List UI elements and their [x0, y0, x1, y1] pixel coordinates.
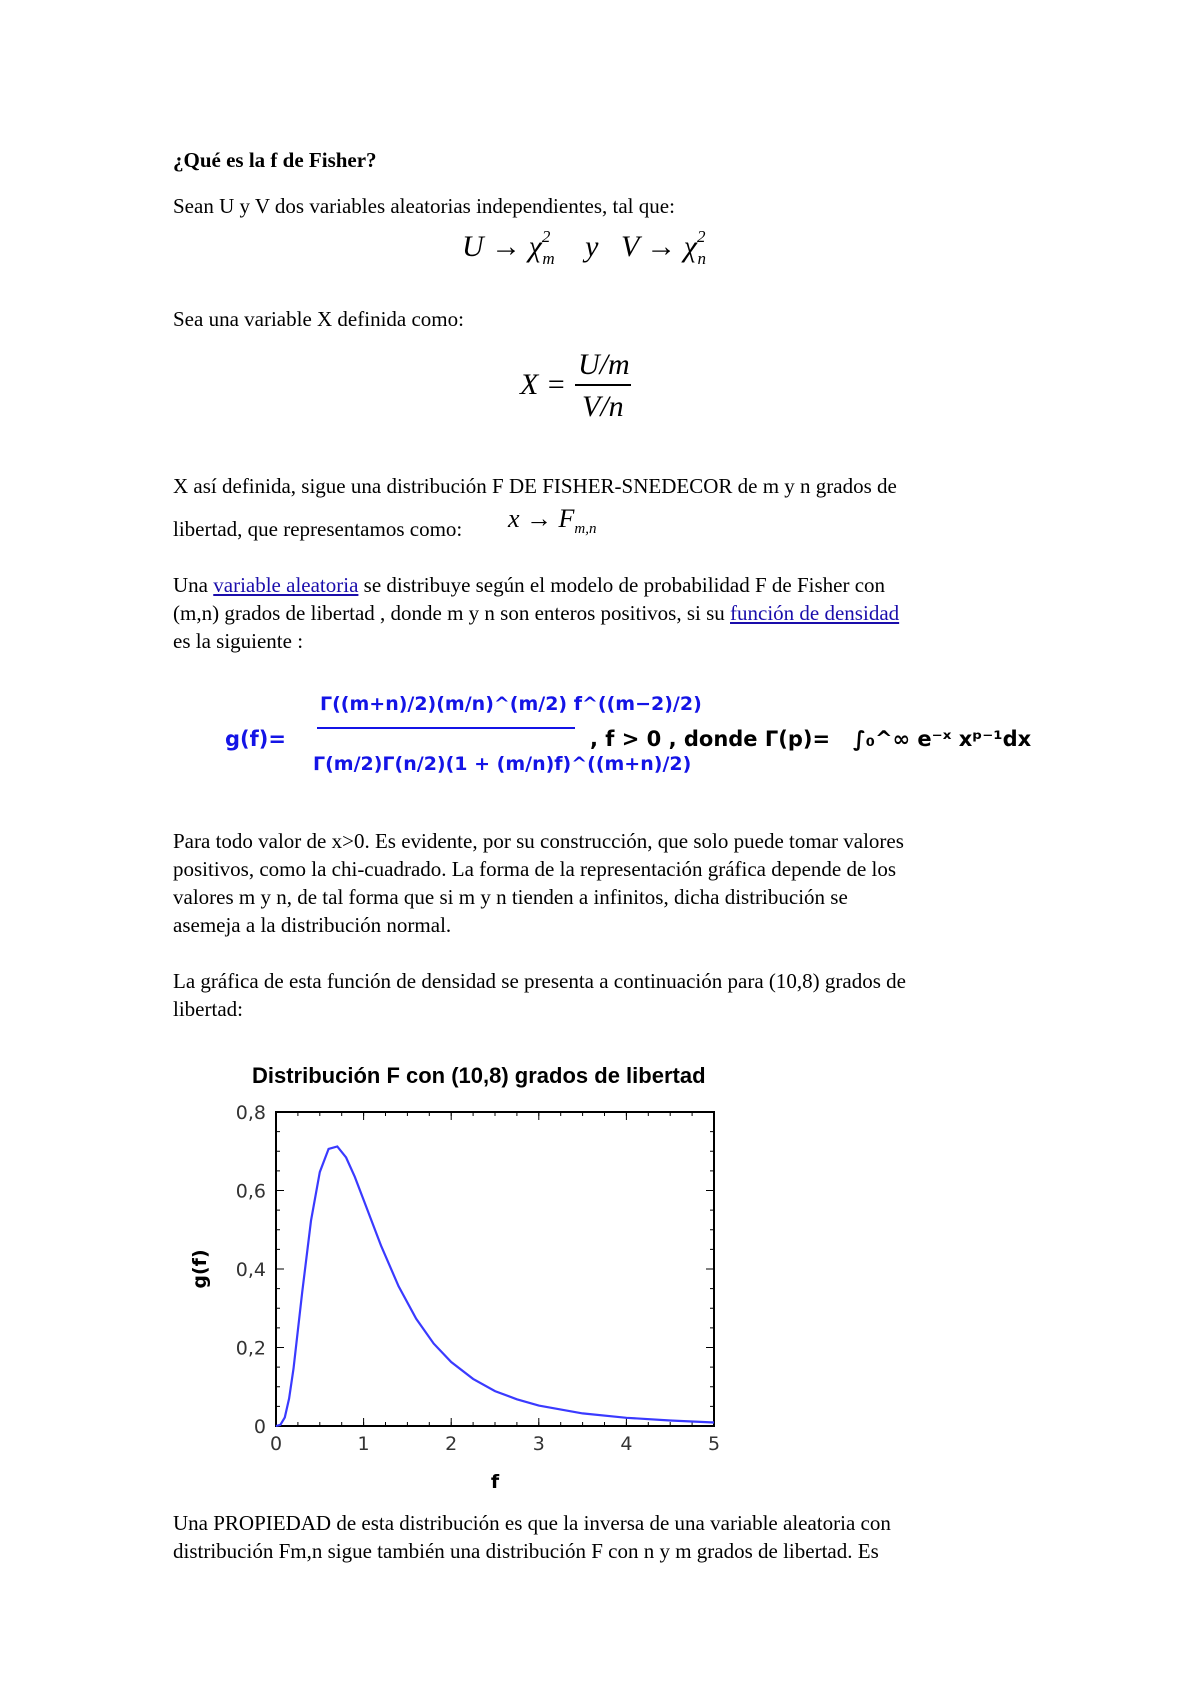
x-tick-label: 1: [357, 1433, 370, 1455]
graph-intro-paragraph: La gráfica de esta función de densidad se presenta a continuación para (10,8) grados de libertad:: [173, 969, 906, 1021]
x-tick-label: 3: [532, 1433, 545, 1455]
density-intro-paragraph: Una variable aleatoria se distribuye según el modelo de probabilidad F de Fisher con (m,n) grados de libertad , donde m y n son enteros positivos, si su función de densidad es la siguiente :: [173, 573, 900, 653]
y-tick-label: 0: [253, 1416, 266, 1438]
y-tick-label: 0,2: [235, 1337, 266, 1360]
chi-square-equation: $U \to \chi^2_m$ y $V \to \chi^2_n$: [462, 227, 706, 268]
chart-title: Distribución F con (10,8) grados de libertad: [252, 1063, 706, 1088]
y-tick-label: 0,8: [235, 1102, 266, 1124]
page-heading: ¿Qué es la f de Fisher?: [173, 148, 377, 172]
density-formula: [225, 680, 1032, 800]
plot-frame: [276, 1112, 714, 1426]
density-condition: , f > 0 , donde Γ(p)=: [590, 727, 831, 751]
definition-paragraph: Sea una variable X definida como:: [173, 307, 464, 331]
fisher-paragraph-line2: libertad, que representamos como:: [173, 517, 463, 541]
properties-paragraph: Para todo valor de x>0. Es evidente, por su construcción, que solo puede tomar valores positivos, como la chi-cuadrado. La forma de la representación gráfica depende de los valores m y n, de tal forma que si m y n tienden a infinitos, dicha distribución se asemeja a la distribución normal.: [173, 829, 904, 937]
fraction-bar: [575, 384, 631, 386]
x-tick-label: 2: [445, 1433, 458, 1455]
funcion-densidad-link[interactable]: función de densidad: [730, 601, 900, 625]
variable-aleatoria-link[interactable]: variable aleatoria: [213, 573, 359, 597]
x-tick-label: 4: [620, 1433, 633, 1455]
density-denominator: Γ(m/2)Γ(n/2)(1 + (m/n)f)^((m+n)/2): [313, 753, 692, 775]
y-tick-label: 0,4: [235, 1259, 266, 1281]
property-paragraph: Una PROPIEDAD de esta distribución es que la inversa de una variable aleatoria con distribución Fm,n sigue también una distribución F con n y m grados de libertad. Es: [173, 1511, 891, 1563]
intro-paragraph: Sean U y V dos variables aleatorias independientes, tal que:: [173, 194, 675, 218]
y-axis-label: g(f): [189, 1249, 211, 1289]
x-axis-label: f: [490, 1471, 500, 1493]
y-tick-label: 0,6: [235, 1180, 266, 1203]
fisher-paragraph-line1: X así definida, sigue una distribución F DE FISHER-SNEDECOR de m y n grados de: [173, 474, 897, 498]
density-lhs: g(f)=: [225, 727, 286, 751]
x-tick-label: 0: [269, 1433, 283, 1455]
density-chart: [170, 1100, 770, 1500]
f-notation-equation: $x \to F_{m,n}$: [508, 504, 597, 537]
density-curve: [276, 1147, 714, 1427]
density-numerator: Γ((m+n)/2)(m/n)^(m/2) f^((m−2)/2): [320, 693, 702, 715]
document-page: ¿Qué es la f de Fisher? Sean U y V dos variables aleatorias independientes, tal que: $U \to \chi^2_m$ y $V \to \chi^2_n$ Sea una variable X definida como: X = U/m V/n X así definida, sigue una distribución F DE FISHER-SNEDECOR de m y n grados de libertad, que representamos como: $x \to F_{m,n}$ Una variable aleatoria se distribuye según el modelo de probabilidad F de Fisher con (m,n) grados de libertad , donde m y n son enteros positivos, si su función de densidad es la siguiente : g(f)= Γ((m+n)/2)(m/n)^(m/2) f^((m−2)/2) Γ(m/2)Γ(n/2)(1 + (m/n)f)^((m+n)/2) , f > 0 , donde Γ(p)= ∫₀^∞ e⁻ˣ xᵖ⁻¹dx Para todo valor de x>0. Es evidente, por su construcción, que solo puede tomar valores positivos, como la chi-cuadrado. La forma de la representación gráfica depende de los valores m y n, de tal forma que si m y n tienden a infinitos, dicha distribución se asemeja a la distribución normal. La gráfica de esta función de densidad se presenta a continuación para (10,8) grados de libertad: Distribución F con (10,8) grados de libertad 0 1 2 3 4 5 0 0,2 0,4 0,6 0,8 f g(f) Una PROPIEDAD de esta distribución es que la inversa de una variable aleatoria con distribución Fm,n sigue también una distribución F con n y m grados de libertad. Es: [0, 0, 1200, 1698]
gamma-integral: ∫₀^∞ e⁻ˣ xᵖ⁻¹dx: [853, 727, 1032, 751]
x-tick-label: 5: [707, 1433, 721, 1455]
